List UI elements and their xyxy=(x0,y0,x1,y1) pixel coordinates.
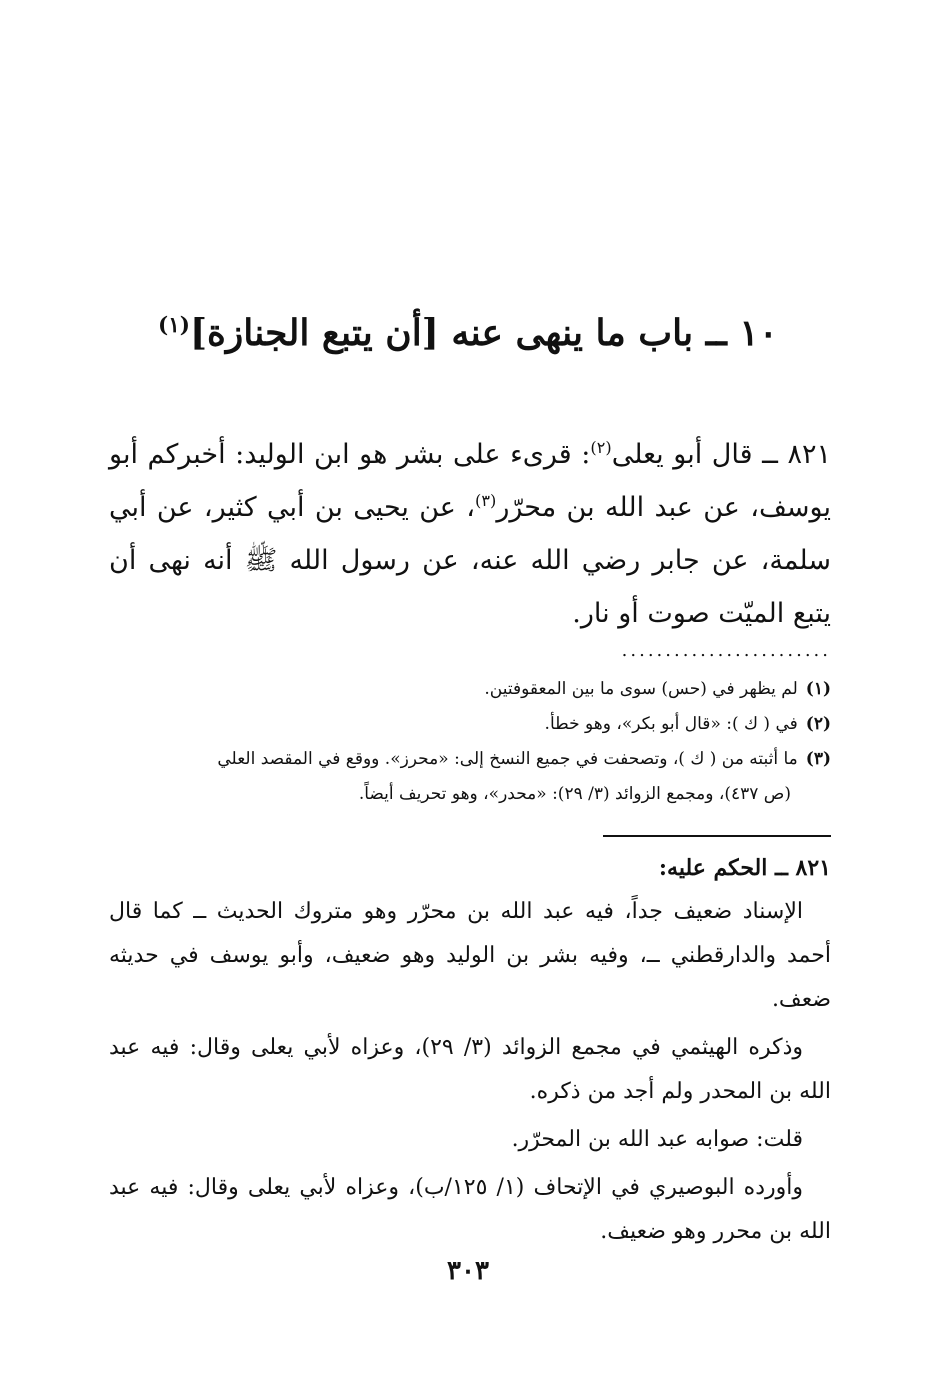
footnotes-list xyxy=(109,672,831,812)
ruling-paragraph-2: وذكره الهيثمي في مجمع الزوائد (٣/ ٢٩)، وعزاه لأبي يعلى وقال: فيه عبد الله بن المحدر ولم أجد من ذكره. xyxy=(109,1035,831,1104)
footnote-text: (ص ٤٣٧)، ومجمع الزوائد (٣/ ٢٩): «محدر»، وهو تحريف أيضاً. xyxy=(358,784,791,804)
hadith-part-3: ، عن يحيى بن أبي كثير، عن أبي سلمة، عن جابر رضي الله عنه، عن رسول الله ﷺ أنه نهى أن يتبع الميّت صوت أو نار. xyxy=(109,492,831,629)
footnote-separator: ........................ xyxy=(621,640,831,661)
footnote-mark: (١) xyxy=(805,679,831,699)
ruling-paragraph-4: وأورده البوصيري في الإتحاف (١/ ١٢٥/ب)، وعزاه لأبي يعلى وقال: فيه عبد الله بن محرر وهو ضعيف. xyxy=(109,1175,831,1244)
footnote-text: ما أثبته من ( ك )، وتصحفت في جميع النسخ إلى: «محرز». ووقع في المقصد العلي xyxy=(217,749,798,769)
hadith-part-2: : قرىء على بشر هو ابن الوليد: أخبركم أبو يوسف، عن عبد الله بن محرّر xyxy=(109,439,831,523)
ruling-heading: ٨٢١ ــ الحكم عليه: xyxy=(658,855,831,881)
chapter-title xyxy=(110,308,826,358)
page-number: ٣٠٣ xyxy=(447,1256,489,1286)
footnote-3 xyxy=(109,742,831,777)
hadith-footnote-ref-3: (٣) xyxy=(474,491,497,510)
footnote-text: في ( ك ): «قال أبو بكر»، وهو خطأ. xyxy=(544,714,798,734)
chapter-title-text: ١٠ ــ باب ما ينهى عنه [أن يتبع الجنازة] xyxy=(190,312,779,354)
footnote-1 xyxy=(109,672,831,707)
hadith-part-1: ٨٢١ ــ قال أبو يعلى xyxy=(611,439,831,470)
ruling-section xyxy=(109,846,831,1258)
section-divider xyxy=(603,835,831,837)
footnote-mark: (٢) xyxy=(805,714,831,734)
hadith-text xyxy=(109,428,831,640)
footnote-2 xyxy=(109,707,831,742)
ruling-paragraph-3: قلت: صوابه عبد الله بن المحرّر. xyxy=(511,1127,803,1152)
chapter-title-footnote-ref: (١) xyxy=(157,313,191,338)
footnote-mark: (٣) xyxy=(805,749,831,769)
footnote-3-continuation xyxy=(109,777,831,812)
hadith-footnote-ref-2: (٢) xyxy=(590,438,612,457)
ruling-paragraph-1: الإسناد ضعيف جداً، فيه عبد الله بن محرّر وهو متروك الحديث ــ كما قال أحمد والدارقطني ــ، وفيه بشر بن الوليد وهو ضعيف، وأبو يوسف في حديثه ضعف. xyxy=(109,899,831,1012)
footnote-text: لم يظهر في (حس) سوى ما بين المعقوفتين. xyxy=(484,679,798,699)
